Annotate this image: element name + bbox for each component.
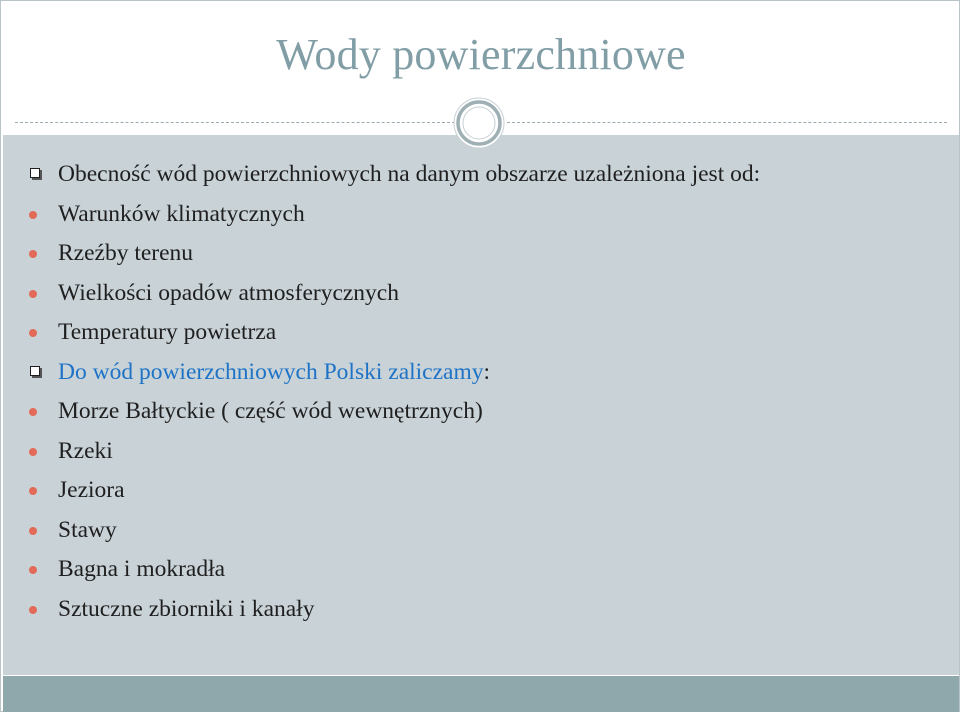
list-item-text: Rzeki — [58, 437, 113, 464]
dot-bullet-icon — [29, 250, 37, 258]
list-item — [3, 471, 959, 511]
list-item-text: Jeziora — [58, 477, 125, 503]
list-item — [3, 195, 959, 235]
dot-bullet-icon — [29, 329, 37, 337]
list-item — [3, 313, 959, 353]
list-item — [3, 392, 959, 432]
title-divider-left — [15, 122, 455, 123]
list-item — [3, 274, 959, 314]
content-area — [3, 135, 959, 675]
dot-bullet-icon — [29, 527, 37, 535]
list-item-text: Do wód powierzchniowych Polski zaliczamy — [58, 358, 484, 385]
dot-bullet-icon — [29, 211, 37, 219]
list-item — [3, 234, 959, 274]
list-item-text: Sztuczne zbiorniki i kanały — [58, 595, 315, 622]
ring-ornament-icon — [453, 97, 505, 149]
dot-bullet-icon — [29, 487, 37, 495]
box-bullet-icon — [30, 366, 42, 378]
dot-bullet-icon — [29, 448, 37, 456]
bullet-list — [3, 155, 959, 629]
list-item — [3, 550, 959, 590]
box-bullet-icon — [30, 168, 42, 180]
list-item-text: Temperatury powietrza — [58, 319, 277, 345]
footer-bar — [3, 676, 959, 712]
dot-bullet-icon — [29, 606, 37, 614]
list-item — [3, 511, 959, 551]
list-item-text: Morze Bałtyckie ( część wód wewnętrznych) — [58, 398, 483, 424]
list-item-text: Stawy — [58, 516, 117, 543]
list-item — [3, 590, 959, 630]
dot-bullet-icon — [29, 566, 37, 574]
list-item-text: Wielkości opadów atmosferycznych — [58, 279, 399, 306]
list-item-suffix: : — [483, 358, 491, 385]
list-item-text: Bagna i mokradła — [58, 556, 226, 582]
dot-bullet-icon — [29, 290, 37, 298]
list-item — [3, 432, 959, 472]
slide-title: Wody powierzchniowe — [276, 30, 686, 79]
list-item — [3, 353, 959, 393]
dot-bullet-icon — [29, 408, 37, 416]
list-item-text: Rzeźby terenu — [58, 240, 194, 266]
title-divider-right — [507, 122, 947, 123]
list-item-text: Obecność wód powierzchniowych na danym obszarze uzależniona jest od: — [58, 161, 761, 187]
list-item-text: Warunków klimatycznych — [58, 200, 305, 227]
list-item — [3, 155, 959, 195]
